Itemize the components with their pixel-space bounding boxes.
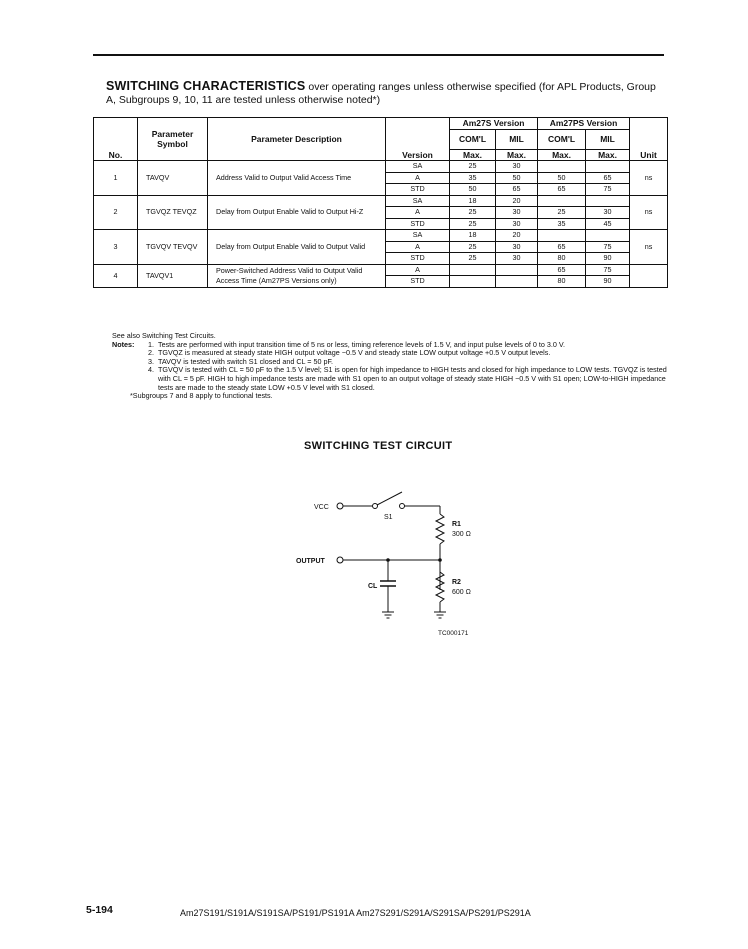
- value-cell: [496, 264, 538, 276]
- value-cell: [586, 161, 630, 173]
- max-header: Max.: [538, 149, 586, 161]
- value-cell: 65: [538, 184, 586, 196]
- value-cell: [586, 195, 630, 207]
- version-cell: STD: [386, 253, 450, 265]
- param-no: 3: [94, 230, 138, 265]
- switch-contact: [400, 504, 405, 509]
- see-also-note: See also Switching Test Circuits.: [112, 331, 216, 340]
- r2-label: R2: [452, 579, 461, 586]
- output-label: OUTPUT: [296, 558, 325, 565]
- resistor-r1: [436, 514, 444, 544]
- table-row: [94, 264, 668, 276]
- max-header: Max.: [586, 149, 630, 161]
- unit-header: Unit: [630, 149, 668, 161]
- value-cell: 30: [496, 253, 538, 265]
- version-cell: STD: [386, 184, 450, 196]
- cl-label: CL: [368, 583, 378, 590]
- param-desc-header: Parameter Description: [208, 129, 386, 149]
- param-description: Power-Switched Address Valid to Output Valid Access Time (Am27PS Versions only): [208, 264, 386, 287]
- switching-test-circuit: [296, 490, 500, 640]
- mil-header: MIL: [496, 129, 538, 149]
- unit-cell: ns: [630, 195, 668, 230]
- vcc-terminal: [337, 503, 343, 509]
- value-cell: [538, 230, 586, 242]
- version-cell: A: [386, 172, 450, 184]
- switch-s1: [377, 492, 402, 505]
- value-cell: 90: [586, 276, 630, 288]
- note-item: 4. TGVQV is tested with CL = 50 pF to the 1.5 V level; S1 is open for high impedance to HIGH tests and closed for high impedance to LOW tests. TGVQZ is tested with CL = 5 pF. HIGH to high impedance tests are made with S1 open to an output voltage of steady state HIGH −0.5 V with S1 open; LOW-to-HIGH impedance tests are made to the steady state LOW +0.5 V level with S1 closed.: [148, 365, 667, 392]
- notes-label: Notes:: [112, 339, 135, 349]
- note-item: Notes: 1. Tests are performed with input transition time of 5 ns or less, timing reference levels of 1.5 V, and input pulse levels of 0 to 3.0 V.: [112, 339, 565, 349]
- value-cell: 25: [450, 161, 496, 173]
- version-cell: SA: [386, 230, 450, 242]
- value-cell: 18: [450, 230, 496, 242]
- value-cell: 25: [538, 207, 586, 219]
- vcc-label: VCC: [314, 504, 329, 511]
- version-cell: SA: [386, 195, 450, 207]
- value-cell: 75: [586, 264, 630, 276]
- value-cell: 25: [450, 253, 496, 265]
- value-cell: 45: [586, 218, 630, 230]
- value-cell: 50: [496, 172, 538, 184]
- value-cell: [586, 230, 630, 242]
- value-cell: 65: [538, 241, 586, 253]
- notes-block: [112, 332, 672, 401]
- value-cell: 20: [496, 195, 538, 207]
- no-header: No.: [94, 149, 138, 161]
- version-cell: A: [386, 264, 450, 276]
- param-no: 2: [94, 195, 138, 230]
- version-header: Version: [386, 149, 450, 161]
- unit-cell: ns: [630, 230, 668, 265]
- value-cell: 50: [450, 184, 496, 196]
- value-cell: 35: [450, 172, 496, 184]
- subgroups-footnote: *Subgroups 7 and 8 apply to functional tests.: [130, 391, 273, 401]
- switching-characteristics-table: [93, 117, 668, 288]
- heading-title: SWITCHING CHARACTERISTICS: [106, 79, 306, 93]
- value-cell: 75: [586, 241, 630, 253]
- param-symbol: TAVQV1: [138, 264, 208, 287]
- value-cell: 65: [538, 264, 586, 276]
- value-cell: 30: [496, 207, 538, 219]
- value-cell: [450, 276, 496, 288]
- value-cell: 30: [586, 207, 630, 219]
- value-cell: 65: [496, 184, 538, 196]
- section-heading: [106, 80, 666, 106]
- value-cell: 25: [450, 218, 496, 230]
- param-symbol-header: Parameter Symbol: [138, 129, 208, 149]
- version-cell: STD: [386, 218, 450, 230]
- value-cell: [538, 161, 586, 173]
- value-cell: [450, 264, 496, 276]
- max-header: Max.: [450, 149, 496, 161]
- param-symbol: TGVQZ TEVQZ: [138, 195, 208, 230]
- table-row: [94, 230, 668, 242]
- note-item: 2. TGVQZ is measured at steady state HIGH output voltage −0.5 V and steady state LOW output voltage +0.5 V output levels.: [148, 348, 551, 358]
- switch-contact: [373, 504, 378, 509]
- footer-part-numbers: Am27S191/S191A/S191SA/PS191/PS191A Am27S291/S291A/S291SA/PS291/PS291A: [180, 908, 531, 918]
- value-cell: 35: [538, 218, 586, 230]
- value-cell: 30: [496, 241, 538, 253]
- switch-label: S1: [384, 514, 393, 521]
- am27ps-version-header: Am27PS Version: [538, 118, 630, 130]
- page-number: 5-194: [86, 904, 113, 916]
- mil-header: MIL: [586, 129, 630, 149]
- coml-header: COM'L: [450, 129, 496, 149]
- note-item: 3. TAVQV is tested with switch S1 closed and CL = 50 pF.: [148, 356, 334, 366]
- param-symbol: TAVQV: [138, 161, 208, 196]
- value-cell: 30: [496, 218, 538, 230]
- figure-code: TC000171: [438, 630, 469, 637]
- output-terminal: [337, 557, 343, 563]
- r1-label: R1: [452, 521, 461, 528]
- am27s-version-header: Am27S Version: [450, 118, 538, 130]
- param-symbol: TGVQV TEVQV: [138, 230, 208, 265]
- value-cell: 25: [450, 241, 496, 253]
- value-cell: 80: [538, 253, 586, 265]
- heading-text: over operating ranges unless otherwise specified (for APL Products, Group A, Subgroups 9, 10, 11 are tested unless otherwise noted*): [106, 81, 656, 106]
- param-no: 1: [94, 161, 138, 196]
- value-cell: [496, 276, 538, 288]
- value-cell: 20: [496, 230, 538, 242]
- r2-value: 600 Ω: [452, 589, 471, 596]
- r1-value: 300 Ω: [452, 531, 471, 538]
- version-cell: STD: [386, 276, 450, 288]
- table-row: [94, 195, 668, 207]
- param-no: 4: [94, 264, 138, 287]
- top-rule: [93, 54, 664, 56]
- table-row: [94, 161, 668, 173]
- circuit-title: SWITCHING TEST CIRCUIT: [304, 440, 453, 452]
- param-description: Delay from Output Enable Valid to Output Hi-Z: [208, 195, 386, 230]
- value-cell: 30: [496, 161, 538, 173]
- version-cell: A: [386, 241, 450, 253]
- value-cell: 80: [538, 276, 586, 288]
- value-cell: 90: [586, 253, 630, 265]
- coml-header: COM'L: [538, 129, 586, 149]
- unit-cell: [630, 264, 668, 287]
- value-cell: 65: [586, 172, 630, 184]
- unit-cell: ns: [630, 161, 668, 196]
- param-description: Address Valid to Output Valid Access Time: [208, 161, 386, 196]
- param-description: Delay from Output Enable Valid to Output Valid: [208, 230, 386, 265]
- version-cell: A: [386, 207, 450, 219]
- value-cell: 50: [538, 172, 586, 184]
- value-cell: [538, 195, 586, 207]
- max-header: Max.: [496, 149, 538, 161]
- value-cell: 25: [450, 207, 496, 219]
- value-cell: 18: [450, 195, 496, 207]
- version-cell: SA: [386, 161, 450, 173]
- value-cell: 75: [586, 184, 630, 196]
